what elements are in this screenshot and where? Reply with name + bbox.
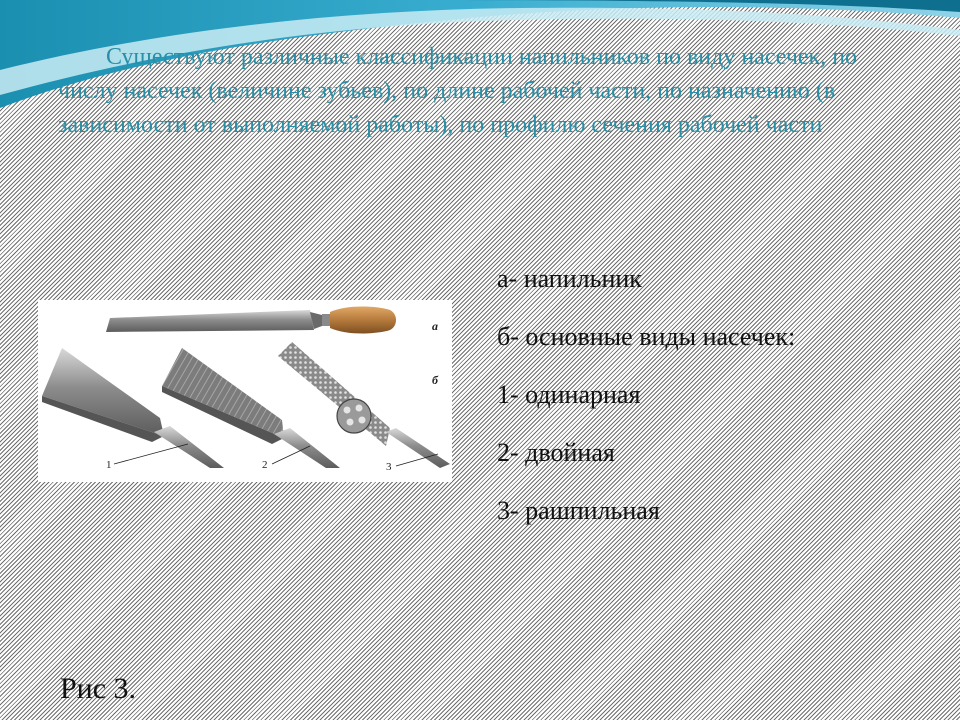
legend-item-rasp: 3- рашпильная <box>497 496 660 525</box>
flat-file <box>106 307 396 334</box>
legend-item-single: 1- одинарная <box>497 380 641 409</box>
label-b: б <box>432 373 438 387</box>
legend-item-file: а- напильник <box>497 264 642 293</box>
file-types-figure <box>38 300 452 482</box>
legend-item-double: 2- двойная <box>497 438 615 467</box>
intro-paragraph: Существуют различные классификации напильников по виду насечек, по числу насечек (величине зубьев), по длине рабочей части, по назначению (в зависимости от выполняемой работы), по профилю сечения рабочей части <box>58 44 858 138</box>
cut-label-1: 1 <box>106 459 112 471</box>
cut-label-3: 3 <box>386 461 392 473</box>
legend-item-cut-types: б- основные виды насечек: <box>497 322 796 351</box>
figure-caption: Рис 3. <box>60 672 137 705</box>
label-a: а <box>432 319 438 333</box>
cut-label-2: 2 <box>262 459 268 471</box>
figure-legend <box>497 250 795 540</box>
